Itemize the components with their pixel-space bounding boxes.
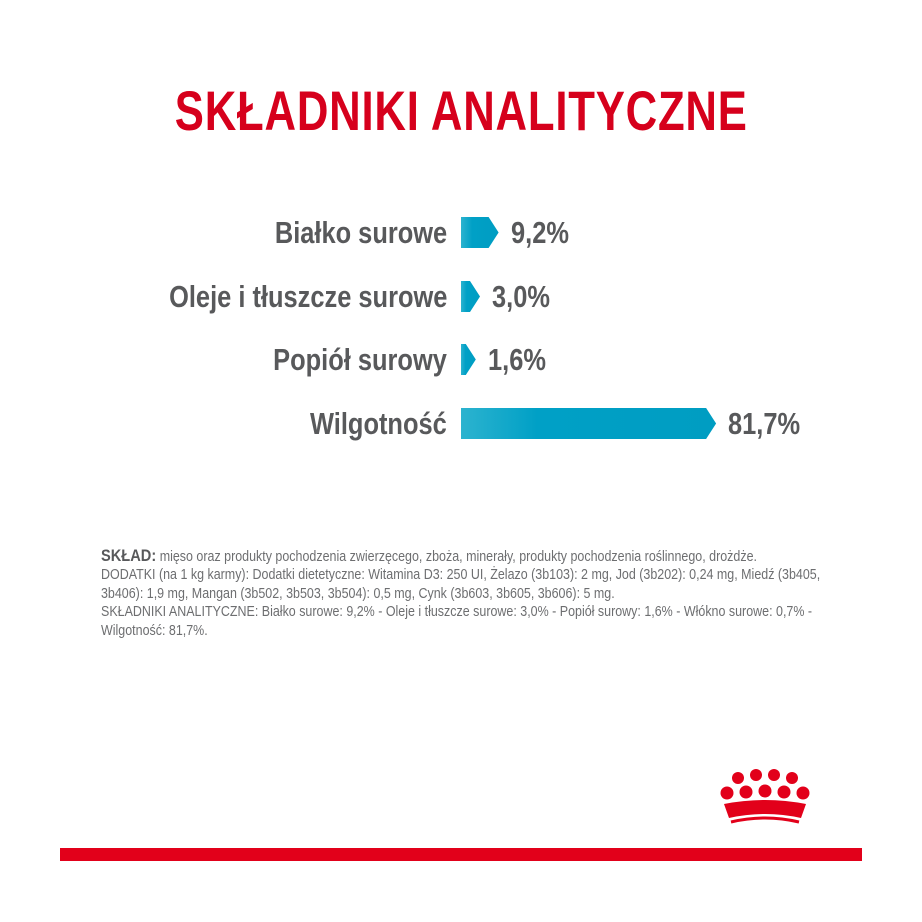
- analytic-text: SKŁADNIKI ANALITYCZNE: Białko surowe: 9,2% - Oleje i tłuszcze surowe: 3,0% - Popiół surowy: 1,6% - Włókno surowe: 0,7% - Wilgotność: 81,7%.: [101, 604, 813, 639]
- royal-canin-crown-logo: [718, 768, 814, 832]
- category-label: Wilgotność: [310, 406, 447, 441]
- category-label: Białko surowe: [274, 215, 447, 250]
- bar: [461, 281, 480, 312]
- bar: [461, 408, 716, 439]
- value-label: 3,0%: [492, 279, 550, 314]
- value-label: 1,6%: [487, 342, 546, 377]
- category-label: Oleje i tłuszcze surowe: [168, 279, 447, 314]
- bar: [461, 344, 476, 375]
- bar-mark: [461, 344, 476, 375]
- bar-mark: [461, 408, 716, 439]
- bar-mark: [461, 217, 499, 248]
- sklad-label: SKŁAD:: [101, 546, 157, 565]
- page-title: SKŁADNIKI ANALITYCZNE: [174, 79, 748, 142]
- chart-row: [0, 404, 922, 444]
- chart-row: [0, 213, 922, 253]
- chart-row: [0, 277, 922, 317]
- dodatki-text: DODATKI (na 1 kg karmy): Dodatki dietetyczne: Witamina D3: 250 UI, Żelazo (3b103): 2 mg, Jod (3b202): 0,24 mg, Miedź (3b405, 3b406): 1,9 mg, Mangan (3b502, 3b503, 3b504): 0,5 mg, Cynk (3b603, 3b605, 3b606): 5 mg.: [101, 567, 821, 602]
- brand-red-bar: [60, 848, 862, 861]
- sklad-text: mięso oraz produkty pochodzenia zwierzęcego, zboża, minerały, produkty pochodzenia roślinnego, drożdże.: [156, 549, 757, 565]
- value-label: 81,7%: [728, 406, 801, 441]
- bar: [461, 217, 499, 248]
- bar-mark: [461, 281, 480, 312]
- category-label: Popiół surowy: [273, 342, 447, 377]
- composition-text: [101, 547, 831, 640]
- chart-row: [0, 340, 922, 380]
- value-label: 9,2%: [510, 215, 569, 250]
- sklad-paragraph: [101, 547, 832, 640]
